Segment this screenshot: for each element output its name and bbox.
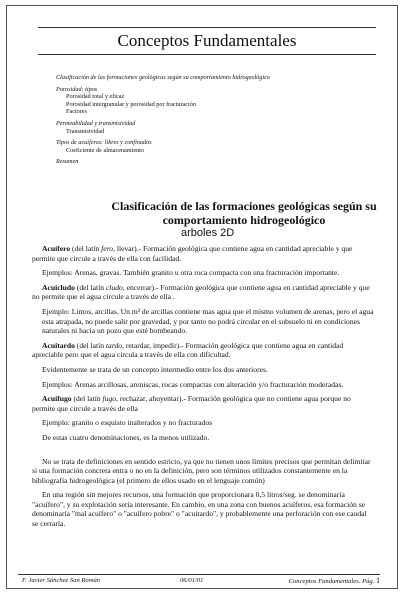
footer-page: Conceptos Fundamentales. Pág. 1 [288,576,380,585]
toc-subitem: Transmisividad [66,127,105,135]
term: Acuífero [42,244,71,253]
toc-subitem: Factores [66,108,87,116]
toc-item: Permeabilidad y transmisividad [56,119,136,127]
footer-author: F. Javier Sánchez San Román [22,577,101,584]
term: Acuitardo [42,340,75,350]
footer-date: 06/01/01 [180,577,204,584]
overlay-text: arboles 2D [181,227,235,239]
table-of-contents [56,74,376,166]
document-body [32,244,374,534]
note-text: De estas cuatro denominaciones, es la menos utilizado. [42,432,210,442]
example-text: Ejemplos: Arenas arcillosas, areniscas, rocas compactas con alteración y/o fracturación moderadas. [42,379,344,389]
toc-subitem: Coeficiente de almacenamiento [66,146,144,154]
toc-subitem: Porosidad total y eficaz [66,93,125,101]
body-paragraph: No se trata de definiciones en sentido estricto, ya que no tienen unos límites precisos que permitan delimitar si una formación concreta entra o no en la definición, pero son términos utilizados constantemente en la bibliografía hidrogeológica (el primero de ellos usado en el lenguaje común) [32,456,371,485]
example-text: Ejemplo: Limos, arcillas. Un m³ de arcillas contiene mas agua que el mismo volumen de arenas, pero el agua esta atrapada, no puede salir por gravedad, y por tanto no podrá circular en el subsuelo ni en condiciones naturales ni hacia un pozo que esté bombeando. [42,306,374,336]
example-text: Ejemplos: Arenas, gravas. También granito u otra roca compacta con una fracturación importante. [42,268,340,278]
body-paragraph: En una región sin mejores recursos, una formación que proporcionara 0,5 litros/seg. se denominaría "acuífero", y su explotación sería interesante. En cambio, en una zona con buenos acuíferos, esa formación se denominaría "mal acuífero" o "acuífero pobre" o "acuitardo", y probablemente una perforación con ese caudal se cerraría. [32,490,367,529]
term: Acuicludo [42,282,75,292]
page-number: 1 [376,576,380,585]
toc-item: Porosidad: tipos [56,85,98,93]
toc-item: Resumen [56,158,79,166]
definition-acuifero: Acuífero (del latín fero, llevar).- Formación geológica que contiene agua en cantidad apreciable y que permite que circule a través de ella con facilidad. [32,244,353,263]
toc-item: Clasificación de las formaciones geológicas según su comportamiento hidrogeológico [56,74,270,81]
toc-item: Tipos de acuíferos: libres y confinados [56,139,152,147]
term: Acuífugo [42,394,72,404]
definition-acuicludo: Acuicludo (del latín cludo, encerrar).- Formación geológica que contiene agua en cantidad apreciable y que no permite que el agua circule a través de ella . [32,282,370,302]
example-text: Ejemplo: granito o esquisto inalterados y no fracturados [42,418,213,428]
definition-acuifugo: Acuífugo (del latín fugo, rechazar, ahuyentar).- Formación geológica que no contiene agua porque no permite que circule a través de ella [32,394,351,413]
page-footer [18,574,380,585]
definition-acuitardo: Acuitardo (del latín tardo, retardar, impedir).- Formación geológica que contiene agua en cantidad apreciable pero que el agua circula a través de ella con dificultad. [32,340,344,360]
page-title: Conceptos Fundamentales [38,27,376,55]
note-text: Evidentemente se trata de un concepto intermedio entre los dos anteriores. [42,364,268,374]
toc-subitem: Porosidad intergranular y porosidad por fracturación [66,100,196,108]
section-heading: Clasificación de las formaciones geológicas según su comportamiento hidrogeológico [111,199,377,227]
